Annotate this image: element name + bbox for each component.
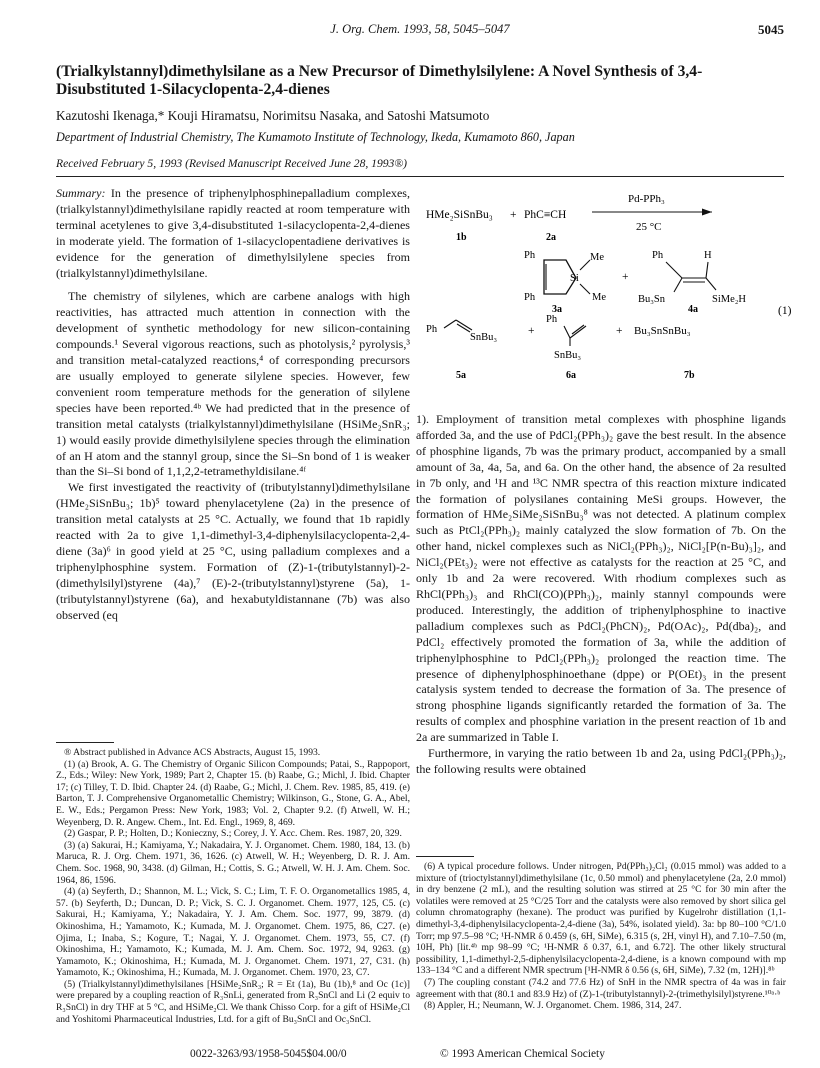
bond-4a-4 bbox=[674, 278, 682, 292]
bond-5a-1 bbox=[444, 320, 456, 328]
bond-4a-3 bbox=[706, 262, 708, 278]
compound-label-4a: 4a bbox=[688, 304, 698, 315]
si-label: Si bbox=[570, 273, 579, 284]
body-paragraph-4: Furthermore, in varying the ratio between 1b and 2a, using PdCl₂(PPh₃)₂, the following results were obtained bbox=[416, 746, 786, 776]
compound-7b: Bu₃SnSnBu₃ bbox=[634, 325, 691, 337]
footnote: (3) (a) Sakurai, H.; Kamiyama, Y.; Nakadaira, Y. J. Organomet. Chem. 1980, 184, 13. (b) Maruca, R. J. Org. Chem. 1971, 36, 1626. (c) Atwell, W. H.; Weyenberg, D. R. J. Am. Chem. Soc. 1968, 90, 3438. (d) Gilman, H.; Cottis, S. G.; Atwell, W. H. J. Am. Chem. Soc. 1964, 86, 1596. bbox=[56, 839, 410, 886]
ph-label-3a-top: Ph bbox=[524, 250, 536, 261]
bond-6a-2 bbox=[570, 326, 586, 338]
footnote: (6) A typical procedure follows. Under nitrogen, Pd(PPh₃)₂Cl₂ (0.015 mmol) was added to a mixture of (trioctylstannyl)dimethylsilane (1c, 0.50 mmol) and phenylacetylene (2a, 2.0 mmol) in dry benzene (2 mL), and the resulting solution was stirred at 25 °C for 30 min after the volatiles were removed at 25 °C/25 Torr and the catalysts were also removed by short silica gel column chromatography (hexane). The product was purified by Kugelrohr distillation (1,1-dimethyl-3,4-diphenylsilacyclopenta-2,4-diene (3a), 54%, isolated yield). 3a: bp 80–100 °C/1.0 Torr; mp 97.5–98 °C; ¹H-NMR δ 0.459 (s, 6H, SiMe), 6.315 (s, 2H, vinyl H), and 7.10–7.50 (m, 10H, Ph) [lit.⁴ᵇ mp 98–99 °C; ¹H-NMR δ 0.37, 6.1, and 6.72]. The other likely structural possibility, 1,1-dimethyl-2,5-diphenylsilacyclopenta-2,4-diene, is a known compound with mp 133–134 °C and a different NMR spectrum [¹H-NMR δ 0.56 (s, 6H, SiMe), 7.32 (m, 12H)].⁸ᵇ bbox=[416, 861, 786, 977]
plus-sign-4: + bbox=[616, 325, 623, 337]
footnotes-right bbox=[416, 856, 786, 1012]
plus-sign-2: + bbox=[622, 271, 629, 283]
ph-label-5a: Ph bbox=[426, 324, 438, 335]
page-number: 5045 bbox=[758, 22, 784, 37]
compound-label-6a: 6a bbox=[566, 370, 576, 381]
article-title: (Trialkylstannyl)dimethylsilane as a New Precursor of Dimethylsilylene: A Novel Synthesis of 3,4-Disubstituted 1-Silacyclopenta-2,4-dienes bbox=[56, 63, 703, 98]
footnote: (1) (a) Brook, A. G. The Chemistry of Organic Silicon Compounds; Patai, S., Rappoport, Z., Eds.; Wiley: New York, 1989; Part 2, Chapter 15. (b) Raabe, G.; Michl, J. Ibid. Chapter 17; (c) Tilley, T. D. Ibid. Chapter 24. (d) Raabe, G.; Michl, J. Chem. Rev. 1985, 85, 419. (e) Barton, T. J. Comprehensive Organometallic Chemistry; Wilkinson, G., Stone, G. A., Abel, E. W., Eds.; Pergamon Press: New York, 1983; Vol. 2, Chapter 9.2. (f) Atwell, W. H.; Weyenberg, D. R. Angew. Chem., Int. Ed. Engl., 1969, 8, 469. bbox=[56, 758, 410, 828]
structure-4a bbox=[638, 250, 746, 315]
ph-label-3a-bottom: Ph bbox=[524, 292, 536, 303]
snbu3-label-6a: SnBu₃ bbox=[554, 350, 582, 361]
journal-citation: J. Org. Chem. 1993, 58, 5045–5047 bbox=[330, 22, 510, 36]
affiliation: Department of Industrial Chemistry, The Kumamoto Institute of Technology, Ikeda, Kumamoto 860, Japan bbox=[56, 130, 575, 144]
footnote: (5) (Trialkylstannyl)dimethylsilanes [HSiMe₂SnR₃; R = Et (1a), Bu (1b),⁸ and Oc (1c)] were prepared by a coupling reaction of R₃SnLi, generated from R₃SnCl and Li (2 equiv to R₃SnCl) in dry THF at 5 °C, and HSiMe₂Cl. We thank Chisso Corp. for a gift of HSiMe₂Cl and Yoshitomi Pharmaceutical Industries, Ltd. for a gift of Bu₃SnCl and Oc₃SnCl. bbox=[56, 978, 410, 1025]
left-column bbox=[56, 186, 410, 623]
ph-label-4a: Ph bbox=[652, 250, 664, 261]
temperature-label: 25 °C bbox=[636, 221, 662, 233]
reactant-1b: HMe₂SiSnBu₃ bbox=[426, 209, 493, 221]
body-paragraph-3: 1). Employment of transition metal complexes with phosphine ligands afforded 3a, and the use of PdCl₂(PPh₃)₂ gave the best result. In the absence of phosphine ligands, 7b was the primary product, accompanied by a small amount of 3a, 4a, 5a, and 6a. On the other hand, the absence of 2a resulted in 7b only, and ¹H and ¹³C NMR spectra of this reaction mixture indicated the formation of polysilanes containing MeSi groups. However, the formation of HMe₂SiMe₂SiSnBu₃⁸ was not detected. A platinum complex such as PtCl₂(PPh₃)₂ mainly catalyzed the slow formation of 7b. On the other hand, nickel complexes such as NiCl₂(PPh₃)₂, NiCl₂[P(n-Bu)₃]₂, and NiCl₂(PEt₃)₂ were not effective as catalysts for the reaction at 25 °C, and only 1b and 2a were recovered. With rhodium complexes such as RhCl(PPh₃)₃ and RhCl(CO)(PPh₃)₂, mainly stannyl compounds were produced. Interestingly, the addition of triphenylphosphine to inactive palladium complexes such as PdCl₂(PhCN)₂, Pd(OAc)₂, Pd(dba)₂, and PdCl₂ effectively promoted the formation of 3a, while the addition of triphenylphosphine to PdCl₂(PPh₃)₂ prolonged the reaction time. The presence of diphenylphosphinoethane (dppe) or P(OEt)₃ in the present catalysis system tended to decrease the formation of 3a. The presence of strong phosphine ligands significantly retarded the formation of 3a. The results of complex and phosphine variation in the present reaction of 1b and 2a are summarized in Table I. bbox=[416, 412, 786, 745]
article-code: 0022-3263/93/1958-5045$04.00/0 bbox=[190, 1048, 347, 1060]
compound-label-5a: 5a bbox=[456, 370, 466, 381]
si-me-bond-2 bbox=[580, 284, 590, 294]
plus-sign-3: + bbox=[528, 325, 535, 337]
equation-number: (1) bbox=[778, 305, 792, 317]
summary-label: Summary: bbox=[56, 186, 106, 200]
footnote-rule-left bbox=[56, 742, 114, 743]
snbu3-label-5a: SnBu₃ bbox=[470, 332, 498, 343]
compound-label-3a: 3a bbox=[552, 304, 562, 315]
running-header bbox=[56, 22, 784, 40]
header-rule bbox=[56, 176, 784, 177]
structure-3a bbox=[524, 250, 606, 315]
structure-5a bbox=[426, 320, 497, 381]
footnote: (2) Gaspar, P. P.; Holten, D.; Konieczny, S.; Corey, J. Y. Acc. Chem. Res. 1987, 20, 329. bbox=[64, 828, 402, 840]
body-paragraph-2: We first investigated the reactivity of (tributylstannyl)dimethylsilane (HMe₂SiSnBu₃; 1b)⁵ toward phenylacetylene (2a) in the presence of transition metal catalysts at 25 °C. Actually, we found that 1b rapidly reacted with 2a to give 1,1-dimethyl-3,4-diphenylsilacyclopenta-2,4-diene (3a)⁶ in good yield at 25 °C, using palladium complexes and a triphenylphosphine system. Formation of (Z)-1-(tributylstannyl)-2-(dimethylsilyl)styrene (4a),⁷ (E)-2-(tributylstannyl)styrene (5a), 1-(tributylstannyl)styrene (6a), and hexabutyldistannane (7b) was also observed (eq bbox=[56, 480, 410, 622]
footnotes-left bbox=[56, 742, 410, 1025]
summary bbox=[56, 186, 410, 281]
compound-label-7b: 7b bbox=[684, 370, 695, 381]
me-label-2: Me bbox=[592, 292, 606, 303]
received-dates: Received February 5, 1993 (Revised Manuscript Received June 28, 1993®) bbox=[56, 157, 408, 170]
structure-6a bbox=[546, 314, 586, 381]
compound-label-1b: 1b bbox=[456, 232, 467, 243]
h-label-4a: H bbox=[704, 250, 712, 261]
bond-4a-5 bbox=[706, 278, 716, 290]
plus-sign: + bbox=[510, 209, 517, 221]
copyright: © 1993 American Chemical Society bbox=[440, 1048, 605, 1060]
catalyst-label: Pd-PPh₃ bbox=[628, 193, 665, 205]
summary-text: In the presence of triphenylphosphinepalladium complexes, (trialkylstannyl)dimethylsilane rapidly reacted at room temperature with terminal acetylenes to give 3,4-disubstituted 1-silacyclopenta-2,4-dienes in moderate yield. The formation of 1-silacyclopentadiene derivatives is evidence for the generation of dimethylsilylene species from (trialkylstannyl)dimethylsilane. bbox=[56, 186, 411, 280]
footnote-rule-right bbox=[416, 856, 474, 857]
bond-4a-1 bbox=[666, 262, 682, 278]
bu3sn-label-4a: Bu₃Sn bbox=[638, 294, 666, 305]
body-paragraph-1: The chemistry of silylenes, which are carbene analogs with high reactivities, has attracted much attention in connection with the development of synthetic methodology for new silicon-containing compounds.¹ Several vigorous reactions, such as photolysis,² pyrolysis,³ and transition metal-catalyzed reactions,⁴ of corresponding precursors are usually employed to generate silylene species. However, few convenient room temperature methods for the generation of silylene species have been reported.⁴ᵇ We had predicted that in the presence of transition metal catalysts (trialkylstannyl)dimethylsilane (HSiMe₂SnR₃; 1) would easily provide dimethylsilylene species through the elimination of an H atom and the stannyl group, since the Si–Sn bond of 1 is weaker than the Si–Si bond of 1,1,2,2-tetramethyldisilane.⁴ᶠ bbox=[56, 289, 410, 479]
right-column bbox=[416, 412, 786, 778]
bond-6a-1 bbox=[564, 326, 570, 338]
footnote: (4) (a) Seyferth, D.; Shannon, M. L.; Vick, S. C.; Lim, T. F. O. Organometallics 1985, 4, 57. (b) Seyferth, D.; Duncan, D. P.; Vick, S. C. J. Organomet. Chem. 1977, 125, C5. (c) Sakurai, H.; Kamiyama, Y.; Nakadaira, Y. J. Am. Chem. Soc. 1977, 99, 3879. (d) Okinoshima, H.; Yamamoto, K.; Kumada, M. J. Organomet. Chem. 1975, 86, C27. (e) Ojima, I.; Inaba, S.; Kogure, T.; Nagai, Y. J. Organomet. Chem. 1973, 55, C7. (f) Okinoshima, H.; Yamamoto, K.; Kumada, M. J. Am. Chem. Soc. 1972, 94, 9263. (g) Yamamoto, K.; Okinoshima, H.; Kumada, M. J. Organomet. Chem. 1971, 27, C31. (h) Yamamoto, K.; Okinoshima, H.; Kumada, M. J. Organomet. Chem. 1970, 23, C7. bbox=[56, 886, 410, 979]
author-list: Kazutoshi Ikenaga,* Kouji Hiramatsu, Norimitsu Nasaka, and Satoshi Matsumoto bbox=[56, 108, 490, 123]
me-label-1: Me bbox=[590, 252, 604, 263]
ph-label-6a: Ph bbox=[546, 314, 558, 325]
reactant-2a: PhC≡CH bbox=[524, 209, 567, 221]
sime2h-label-4a: SiMe₂H bbox=[712, 294, 746, 305]
footnote: ® Abstract published in Advance ACS Abstracts, August 15, 1993. bbox=[64, 747, 321, 758]
reaction-scheme bbox=[420, 184, 790, 396]
si-me-bond-1 bbox=[580, 260, 590, 270]
footnote: (7) The coupling constant (74.2 and 77.6 Hz) of SnH in the NMR spectra of 4a was in fair agreement with that (80.1 and 83.9 Hz) of (Z)-1-(tributylstannyl)-2-(trimethylsilyl)styrene.¹⁰ᵃ·ᵇ bbox=[416, 976, 786, 1000]
arrow-head bbox=[702, 209, 712, 216]
compound-label-2a: 2a bbox=[546, 232, 556, 243]
footnote: (8) Appler, H.; Neumann, W. J. Organomet. Chem. 1986, 314, 247. bbox=[424, 1000, 682, 1012]
